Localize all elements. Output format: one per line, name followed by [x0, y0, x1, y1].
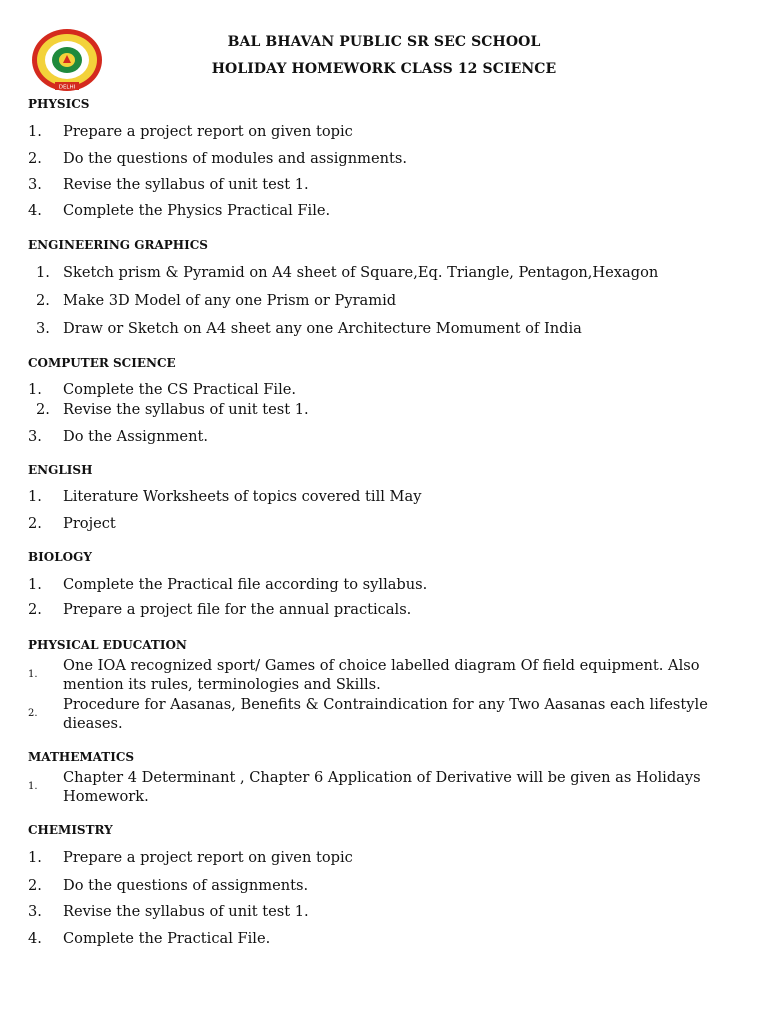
section-title-english: ENGLISH — [28, 463, 93, 477]
section-title-biology: BIOLOGY — [28, 550, 92, 564]
page-title: HOLIDAY HOMEWORK CLASS 12 SCIENCE — [211, 61, 557, 77]
svg-text:DELHI: DELHI — [58, 84, 76, 91]
section-title-computer-science: COMPUTER SCIENCE — [28, 356, 176, 370]
school-name: BAL BHAVAN PUBLIC SR SEC SCHOOL — [227, 34, 541, 50]
section-title-mathematics: MATHEMATICS — [28, 750, 135, 764]
section-title-engineering-graphics: ENGINEERING GRAPHICS — [28, 238, 208, 252]
section-title-chemistry: CHEMISTRY — [28, 823, 113, 837]
section-title-physics: PHYSICS — [28, 97, 90, 111]
section-title-physical-education: PHYSICAL EDUCATION — [28, 638, 187, 652]
